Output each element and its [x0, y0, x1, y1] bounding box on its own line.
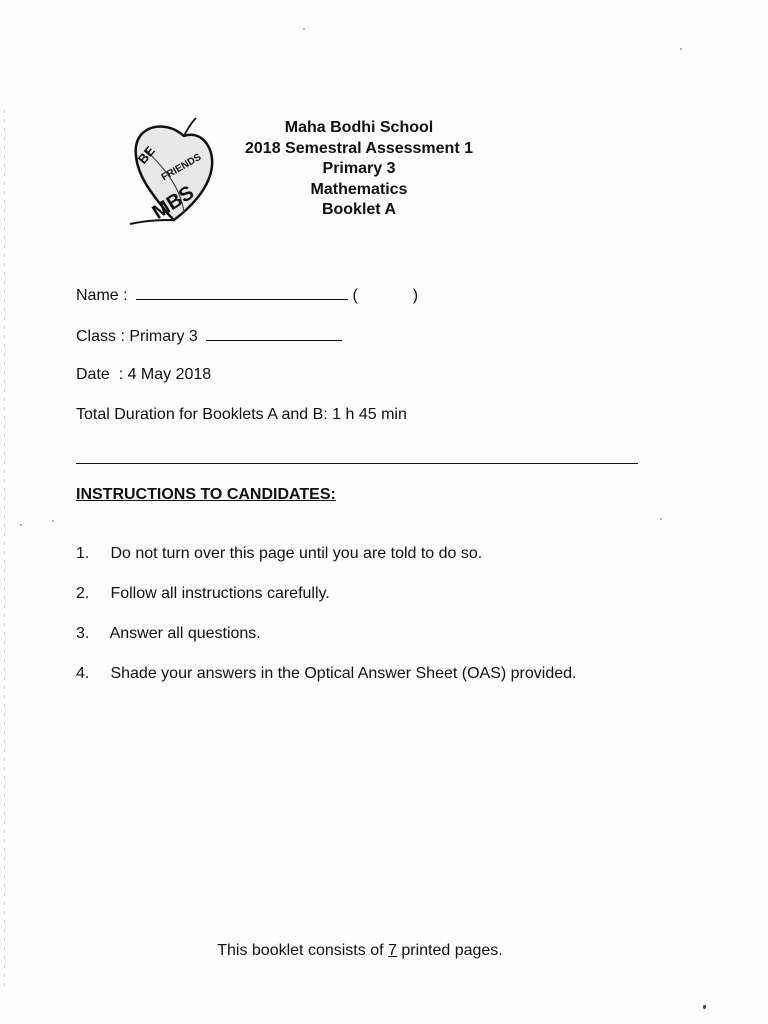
list-item	[76, 585, 576, 625]
scan-speck	[52, 520, 54, 522]
page-count-suffix: printed pages.	[396, 942, 503, 959]
instructions-list	[76, 545, 576, 705]
scan-edge-mark	[4, 110, 5, 990]
list-item-text: Answer all questions.	[109, 625, 261, 642]
svg-text:BE: BE	[134, 143, 158, 167]
page-count-note	[0, 942, 720, 960]
date-field	[76, 366, 211, 384]
svg-text:MBS: MBS	[148, 181, 198, 224]
page-count-number: 7	[387, 942, 397, 959]
scan-speck	[303, 28, 305, 30]
list-item-number: 1.	[76, 545, 90, 562]
register-number-paren-open: (	[352, 287, 358, 304]
divider-line	[76, 463, 638, 464]
list-item-text: Shade your answers in the Optical Answer Sheet (OAS) provided.	[110, 665, 577, 682]
date-text: Date : 4 May 2018	[76, 366, 212, 383]
scan-speck	[703, 1005, 706, 1009]
list-item-number: 3.	[76, 625, 90, 642]
list-item-text: Follow all instructions carefully.	[110, 585, 330, 602]
list-item-number: 4.	[76, 665, 90, 682]
list-item-text: Do not turn over this page until you are told to do so.	[110, 545, 483, 562]
svg-text:FRIENDS: FRIENDS	[159, 151, 204, 184]
duration-field	[76, 406, 407, 424]
scan-speck	[660, 518, 662, 520]
level: Primary 3	[322, 160, 396, 177]
school-crest-leaf-icon	[124, 116, 224, 228]
subject: Mathematics	[310, 180, 408, 198]
assessment-title: 2018 Semestral Assessment 1	[245, 139, 473, 157]
scan-speck	[680, 48, 682, 50]
school-name: Maha Bodhi School	[284, 119, 434, 136]
page-count-prefix: This booklet consists of	[217, 942, 388, 959]
class-field	[76, 326, 342, 346]
scan-speck	[20, 524, 22, 526]
register-number-paren-close: )	[412, 287, 419, 304]
name-blank[interactable]	[136, 285, 348, 300]
list-item	[76, 545, 576, 585]
list-item	[76, 625, 576, 665]
list-item-number: 2.	[76, 585, 90, 602]
duration-text: Total Duration for Booklets A and B: 1 h 45 min	[76, 406, 407, 423]
booklet-label: Booklet A	[321, 201, 397, 218]
list-item	[76, 665, 576, 705]
class-blank[interactable]	[206, 326, 342, 341]
name-label: Name :	[76, 287, 128, 304]
exam-header	[214, 118, 504, 221]
name-field	[76, 285, 418, 305]
instructions-title: INSTRUCTIONS TO CANDIDATES:	[76, 486, 336, 503]
class-label: Class : Primary 3	[76, 328, 198, 345]
